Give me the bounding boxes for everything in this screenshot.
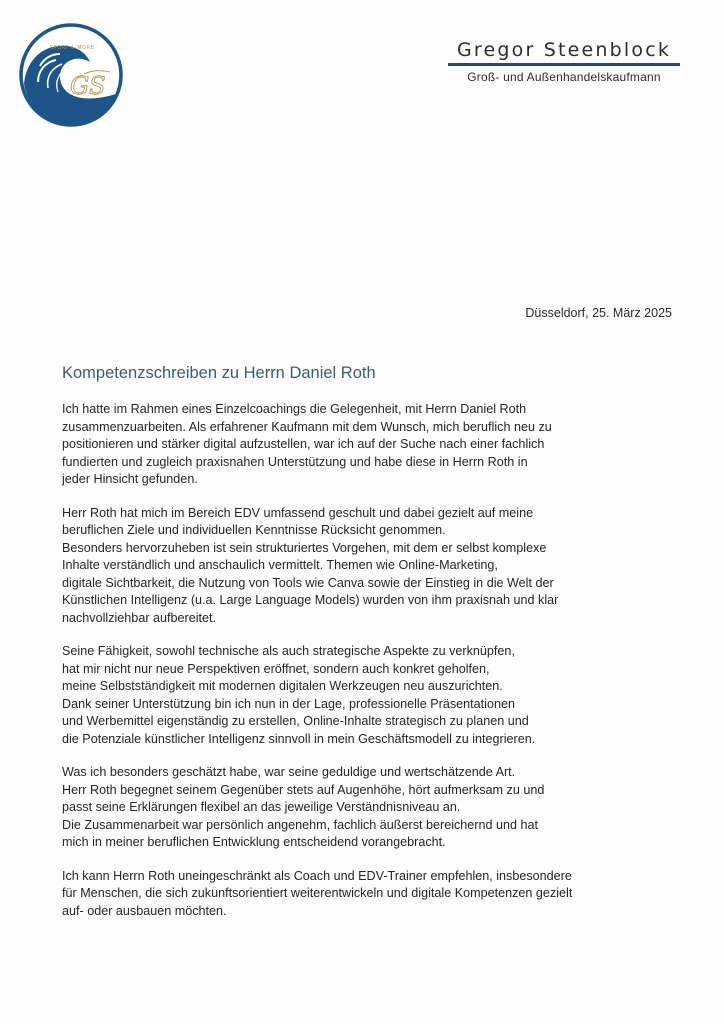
text-line: Seine Fähigkeit, sowohl technische als auch strategische Aspekte zu verknüpfen, bbox=[62, 644, 515, 658]
text-line: fundierten und zugleich praxisnahen Unterstützung und habe diese in Herrn Roth in bbox=[62, 454, 528, 469]
body-paragraph bbox=[62, 401, 682, 489]
letterhead-divider bbox=[448, 63, 680, 66]
text-line: Ich kann Herrn Roth uneingeschränkt als Coach und EDV-Trainer empfehlen, insbesondere bbox=[62, 868, 572, 883]
body-paragraph bbox=[62, 868, 682, 921]
text-line: Herr Roth hat mich im Bereich EDV umfassend geschult und dabei gezielt auf meine bbox=[62, 505, 534, 520]
text-line: Herr Roth begegnet seinem Gegenüber stets auf Augenhöhe, hört aufmerksam zu und bbox=[62, 782, 545, 797]
sender-name: Gregor Steenblock bbox=[456, 39, 672, 61]
text-line: für Menschen, die sich zukunftsorientiert weiterentwickeln und digitale Kompetenzen gezielt bbox=[62, 886, 573, 900]
text-line: Künstlichen Intelligenz (u.a. Large Language Models) wurden von ihm praxisnah und klar bbox=[62, 593, 559, 607]
text-line: auf- oder ausbauen möchten. bbox=[62, 903, 227, 918]
text-line: passt seine Erklärungen flexibel an das jeweilige Verständnisniveau an. bbox=[62, 800, 461, 814]
text-line: Inhalte verständlich und anschaulich vermittelt. Themen wie Online-Marketing, bbox=[62, 558, 498, 572]
logo-monogram: GS bbox=[70, 72, 106, 100]
text-line: hat mir nicht nur neue Perspektiven eröffnet, sondern auch konkret geholfen, bbox=[62, 661, 490, 676]
text-line: Besonders hervorzuheben ist sein strukturiertes Vorgehen, mit dem er selbst komplexe bbox=[62, 540, 547, 555]
place-and-date: Düsseldorf, 25. März 2025 bbox=[525, 306, 672, 320]
wave-logo-icon bbox=[18, 22, 124, 128]
text-line: und Werbemittel eigenständig zu erstellen, Online-Inhalte strategisch zu planen und bbox=[62, 714, 529, 728]
sender-title: Groß- und Außenhandelskaufmann bbox=[467, 70, 661, 84]
text-line: digitale Sichtbarkeit, die Nutzung von Tools wie Canva sowie der Einstieg in die Welt der bbox=[62, 575, 554, 590]
text-line: die Potenziale künstlicher Intelligenz sinnvoll in mein Geschäftsmodell zu integrieren. bbox=[62, 731, 536, 746]
text-line: zusammenzuarbeiten. Als erfahrener Kaufmann mit dem Wunsch, mich beruflich neu zu bbox=[62, 419, 552, 434]
text-line: jeder Hinsicht gefunden. bbox=[62, 472, 198, 486]
body-paragraph bbox=[62, 505, 682, 628]
body-paragraph bbox=[62, 764, 682, 852]
text-line: Ich hatte im Rahmen eines Einzelcoachings die Gelegenheit, mit Herrn Daniel Roth bbox=[62, 402, 527, 416]
text-line: mich in meiner beruflichen Entwicklung entscheidend vorangebracht. bbox=[62, 835, 446, 849]
letter-body bbox=[62, 401, 682, 936]
letter-subject: Kompetenzschreiben zu Herrn Daniel Roth bbox=[62, 364, 376, 382]
text-line: beruflichen Ziele und individuellen Kenntnisse Rücksicht genommen. bbox=[62, 523, 446, 537]
logo bbox=[18, 22, 124, 128]
letterhead bbox=[448, 38, 680, 84]
text-line: meine Selbstständigkeit mit modernen digitalen Werkzeugen neu auszurichten. bbox=[62, 679, 503, 693]
text-line: Die Zusammenarbeit war persönlich angenehm, fachlich äußerst bereichernd und hat bbox=[62, 817, 539, 832]
text-line: positionieren und stärker digital aufzustellen, war ich auf der Suche nach einer fachlich bbox=[62, 437, 545, 451]
body-paragraph bbox=[62, 643, 682, 748]
text-line: Was ich besonders geschätzt habe, war seine geduldige und wertschätzende Art. bbox=[62, 765, 516, 779]
text-line: nachvollziehbar aufbereitet. bbox=[62, 610, 217, 625]
logo-tagline: SPORT & MORE bbox=[50, 45, 95, 51]
text-line: Dank seiner Unterstützung bin ich nun in der Lage, professionelle Präsentationen bbox=[62, 696, 515, 711]
